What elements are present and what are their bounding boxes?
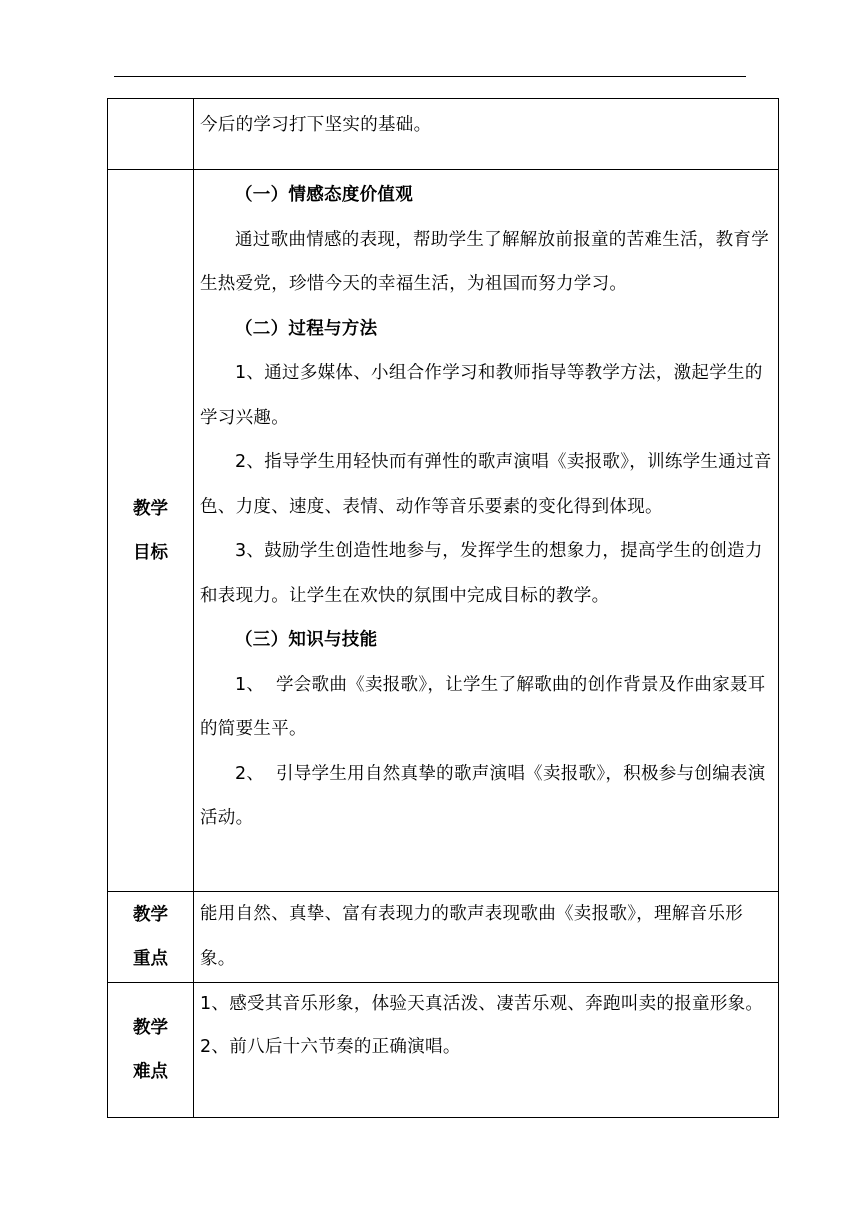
key-points-label-cell	[108, 892, 194, 983]
goals-label-cell	[108, 170, 194, 892]
difficulties-label-line1: 教学	[133, 1018, 168, 1038]
continuation-cell	[194, 99, 779, 170]
goals-heading-emotion: （一）情感态度价值观	[235, 185, 413, 205]
goals-paragraph: 2、 引导学生用自然真挚的歌声演唱《卖报歌》，积极参与创编表演活动。	[200, 763, 766, 828]
goals-paragraph: 3、鼓励学生创造性地参与，发挥学生的想象力，提高学生的创造力和表现力。让学生在欢快的氛围中完成目标的教学。	[200, 541, 763, 606]
empty-label-cell	[108, 99, 194, 170]
table-row-goals	[108, 170, 779, 892]
goals-paragraph: 1、通过多媒体、小组合作学习和教师指导等教学方法，激起学生的学习兴趣。	[200, 363, 763, 428]
table-row-continuation	[108, 99, 779, 170]
difficulties-label-cell	[108, 983, 194, 1118]
lesson-plan-table	[107, 98, 779, 1118]
key-points-label-line1: 教学	[133, 905, 168, 925]
goals-paragraph: 2、指导学生用轻快而有弹性的歌声演唱《卖报歌》，训练学生通过音色、力度、速度、表情、动作等音乐要素的变化得到体现。	[200, 452, 772, 517]
continuation-text: 今后的学习打下坚实的基础。	[200, 115, 432, 135]
goals-label-line2: 目标	[133, 542, 168, 563]
goals-heading-process: （二）过程与方法	[235, 318, 378, 339]
difficulties-item: 1、感受其音乐形象，体验天真活泼、凄苦乐观、奔跑叫卖的报童形象。	[200, 994, 764, 1014]
key-points-text: 能用自然、真挚、富有表现力的歌声表现歌曲《卖报歌》，理解音乐形象。	[200, 904, 744, 969]
goals-paragraph: 1、 学会歌曲《卖报歌》，让学生了解歌曲的创作背景及作曲家聂耳的简要生平。	[200, 674, 766, 739]
difficulties-item: 2、前八后十六节奏的正确演唱。	[200, 1037, 461, 1057]
goals-heading-knowledge: （三）知识与技能	[235, 630, 378, 650]
key-points-content-cell	[194, 892, 779, 983]
key-points-label-line2: 重点	[133, 949, 168, 969]
table-row-difficulties	[108, 983, 779, 1118]
table-row-key-points	[108, 892, 779, 983]
goals-label-line1: 教学	[133, 498, 168, 519]
difficulties-label-line2: 难点	[133, 1062, 168, 1082]
header-rule	[114, 76, 746, 77]
goals-paragraph: 通过歌曲情感的表现，帮助学生了解解放前报童的苦难生活，教育学生热爱党，珍惜今天的幸福生活，为祖国而努力学习。	[200, 229, 769, 294]
goals-content-cell	[194, 170, 779, 892]
difficulties-content-cell	[194, 983, 779, 1118]
